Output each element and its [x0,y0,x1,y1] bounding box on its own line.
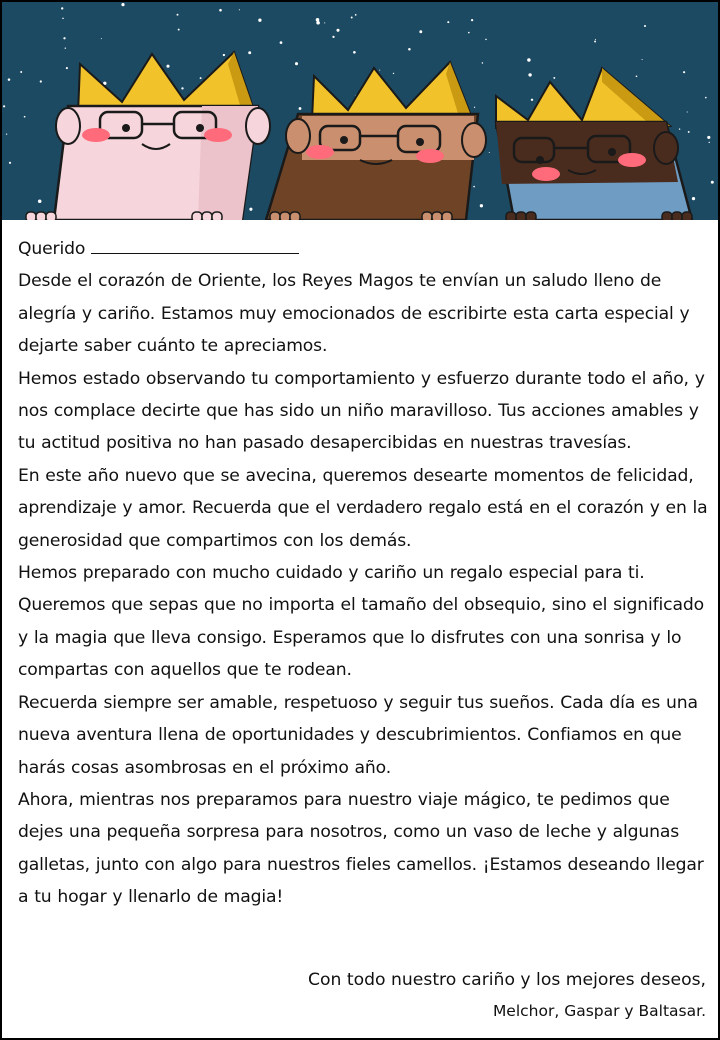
star [489,152,490,153]
star [683,71,685,73]
star [528,73,531,76]
star [447,21,449,23]
star [62,18,63,19]
star [679,128,680,129]
star [531,99,533,101]
star [20,71,22,73]
star [482,62,483,63]
star [485,39,487,41]
star [644,25,646,27]
star [61,7,63,9]
star [468,32,470,34]
star [324,22,325,23]
star [642,59,643,60]
star [688,131,690,133]
star [332,36,334,38]
paragraph: Recuerda siempre ser amable, respetuoso y seguir tus sueños. Cada día es una nueva aventura llena de oportunidades y descubrimientos. Confiamos en que harás cosas asombrosas en el próximo año. [18,692,698,778]
paragraph: Hemos preparado con mucho cuidado y cariño un regalo especial para ti. Queremos que sepas que no importa el tamaño del obsequio, sino el significado y la magia que lleva consigo. Esperamos que lo disfrutes con una sonrisa y lo compartas con aquellos que te rodean. [18,563,704,681]
star [200,77,202,79]
star [3,105,5,107]
star [178,29,180,31]
star [6,133,7,134]
star [177,14,179,16]
star [336,29,339,32]
star [249,208,252,211]
star [393,73,394,74]
name-blank-line [91,231,299,254]
star [408,48,411,51]
star [248,51,251,54]
banner-illustration [2,2,718,220]
star [594,41,596,43]
paragraph: Desde el corazón de Oriente, los Reyes Magos te envían un saludo lleno de alegría y cariño. Estamos muy emocionados de escribirte esta carta especial y dejarte saber cuánto te apreciamos. [18,271,690,357]
star [8,78,11,81]
letter-body [18,231,712,914]
star [166,65,169,68]
star [709,142,710,143]
paragraph: En este año nuevo que se avecina, queremos desearte momentos de felicidad, aprendizaje y amor. Recuerda que el verdadero regalo está en el corazón y en la generosidad que compartimos con los demás. [18,465,708,551]
star [553,77,555,79]
star [692,197,695,200]
letter-closing [308,964,706,1026]
star [419,30,422,33]
star [687,111,688,112]
star [595,39,596,40]
star [316,21,320,25]
star [316,18,320,22]
salutation: Querido [18,239,86,259]
star [473,186,475,188]
star [351,17,353,19]
star [66,67,68,69]
star [295,62,298,65]
star [527,58,530,61]
star [239,9,240,10]
star [63,37,65,39]
star [181,87,183,89]
star [471,19,473,21]
star [223,54,225,56]
star [299,107,302,110]
greeting [18,231,712,265]
star [280,41,283,44]
star [121,3,124,6]
star [705,97,707,99]
star [636,75,638,77]
paragraph: Hemos estado observando tu comportamiento y esfuerzo durante todo el año, y nos complace decirte que has sido un niño maravilloso. Tus acciones amables y tu actitud positiva no han pasado desapercibidas en nuestras travesías. [18,368,705,454]
star [38,199,42,203]
star [24,116,26,118]
star [379,70,380,71]
star [40,80,42,82]
star [480,204,483,207]
closing-phrase: Con todo nuestro cariño y los mejores deseos, [307,970,706,990]
star [707,136,710,139]
star [474,107,475,108]
star [101,38,102,39]
signature: Melchor, Gaspar y Baltasar. [492,1002,706,1020]
star [9,162,11,164]
star [65,48,66,49]
star [711,181,714,184]
star [258,19,261,22]
star [355,14,357,16]
star [219,9,222,12]
three-kings-banner [2,2,718,220]
paragraph: Ahora, mientras nos preparamos para nuestro viaje mágico, te pedimos que dejes una pequeña sorpresa para nosotros, como un vaso de leche y algunas galletas, junto con algo para nuestros fieles camellos. ¡Estamos deseando llegar a tu hogar y llenarlo de magia! [18,789,704,908]
star [353,51,356,54]
